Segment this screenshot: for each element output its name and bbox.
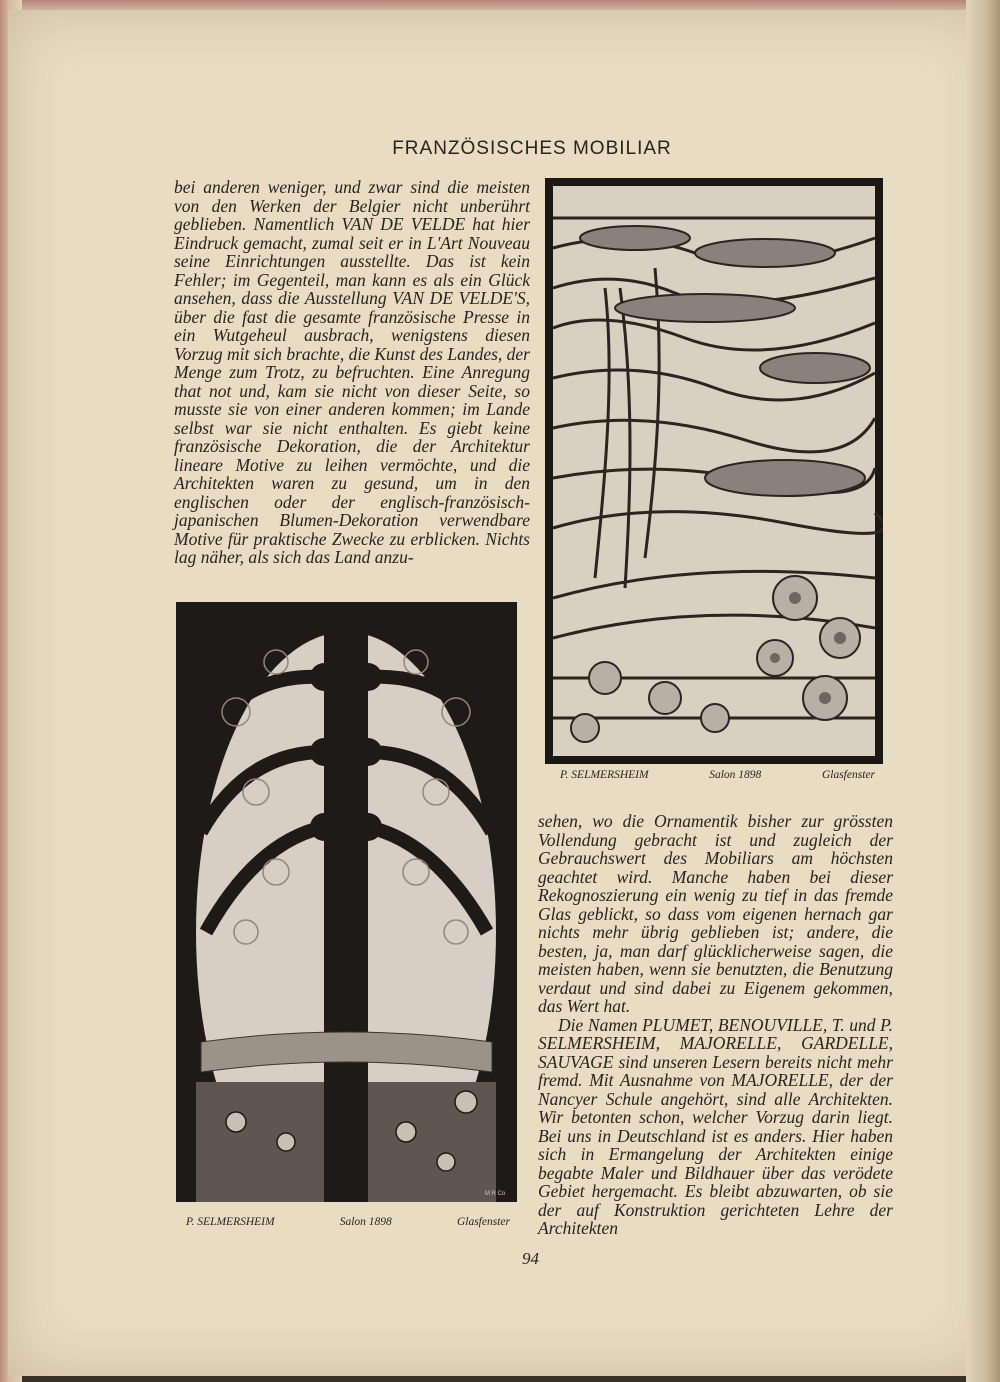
right-column-text <box>538 812 893 1238</box>
caption-artist: P. SELMERSHEIM <box>560 769 649 781</box>
caption-artist: P. SELMERSHEIM <box>186 1216 275 1228</box>
page-number: 94 <box>522 1249 539 1268</box>
paragraph: bei anderen weniger, und zwar sind die meisten von den Werken der Belgier nicht unberührt geblieben. Namentlich VAN DE VELDE hat hier Eindruck gemacht, zumal seit er in L'Art Nouveau seine Einrichtungen ausstellte. Das ist kein Fehler; im Gegenteil, man kann es als ein Glück ansehen, dass die Ausstellung VAN DE VELDE'S, über die fast die gesamte französische Presse in ein Wutgeheul ausbrach, wenigstens diesen Vorzug mit sich brachte, die Kunst des Landes, der Menge zum Trotz, zu befruchten. Eine Anregung that not und, kam sie nicht von dieser Seite, so musste sie von einer anderen kommen; im Lande selbst war sie nicht enthalten. Es giebt keine französische Dekoration, die der Architektur lineare Motive zu leihen vermöchte, und die Architekten waren zu gesund, um in den englischen oder der englisch-französisch-japanischen Blumen-Dekoration verwendbare Motive für praktische Zwecke zu erblicken. Nichts lag näher, als sich das Land anzu- <box>174 177 530 567</box>
caption-type: Glasfenster <box>456 1216 510 1228</box>
page-right-edge <box>966 0 1000 1382</box>
caption-salon: Salon 1898 <box>339 1216 392 1228</box>
figure-caption-bottom-left <box>186 1216 510 1228</box>
caption-type: Glasfenster <box>821 769 875 781</box>
stained-glass-landscape-illustration <box>545 178 883 764</box>
stained-glass-landscape-image <box>545 178 883 764</box>
stained-glass-window-illustration <box>176 602 517 1202</box>
stained-glass-window-image <box>176 602 517 1202</box>
caption-salon: Salon 1898 <box>709 769 762 781</box>
figure-caption-top-right <box>560 769 875 781</box>
paragraph: Die Namen PLUMET, BENOUVILLE, T. und P. SELMERSHEIM, MAJORELLE, GARDELLE, SAUVAGE sind unseren Lesern bereits nicht mehr fremd. Mit Ausnahme von MAJORELLE, der der Nancyer Schule angehört, sind alle Architekten. Wir betonten schon, welcher Vorzug darin liegt. Bei uns in Deutschland ist es anders. Hier haben sich in Ermangelung der Architekten einige begabte Maler und Bildhauer über das verödete Gebiet hergemacht. Es bleibt abzuwarten, ob sie der auf Konstruktion gerichteten Lehre der Architekten <box>538 1014 893 1238</box>
paragraph: sehen, wo die Ornamentik bisher zur grössten Vollendung gebracht ist und zugleich der Gebrauchswert des Mobiliars am höchsten geachtet wird. Manche haben bei dieser Rekognoszierung ein wenig zu tief in das fremde Glas geblickt, so dass vom eigenen hernach gar nichts mehr übrig geblieben ist; andere, die besten, ja, man darf glücklicherweise sagen, die meisten haben, wenn sie benutzten, die Benutzung verdaut und sind dabei zu Eigenem gekommen, das Wert hat. <box>538 811 893 1016</box>
left-column-text <box>174 178 530 567</box>
running-head: FRANZÖSISCHES MOBILIAR <box>392 138 672 159</box>
printer-mark: M R Co <box>485 1191 506 1197</box>
